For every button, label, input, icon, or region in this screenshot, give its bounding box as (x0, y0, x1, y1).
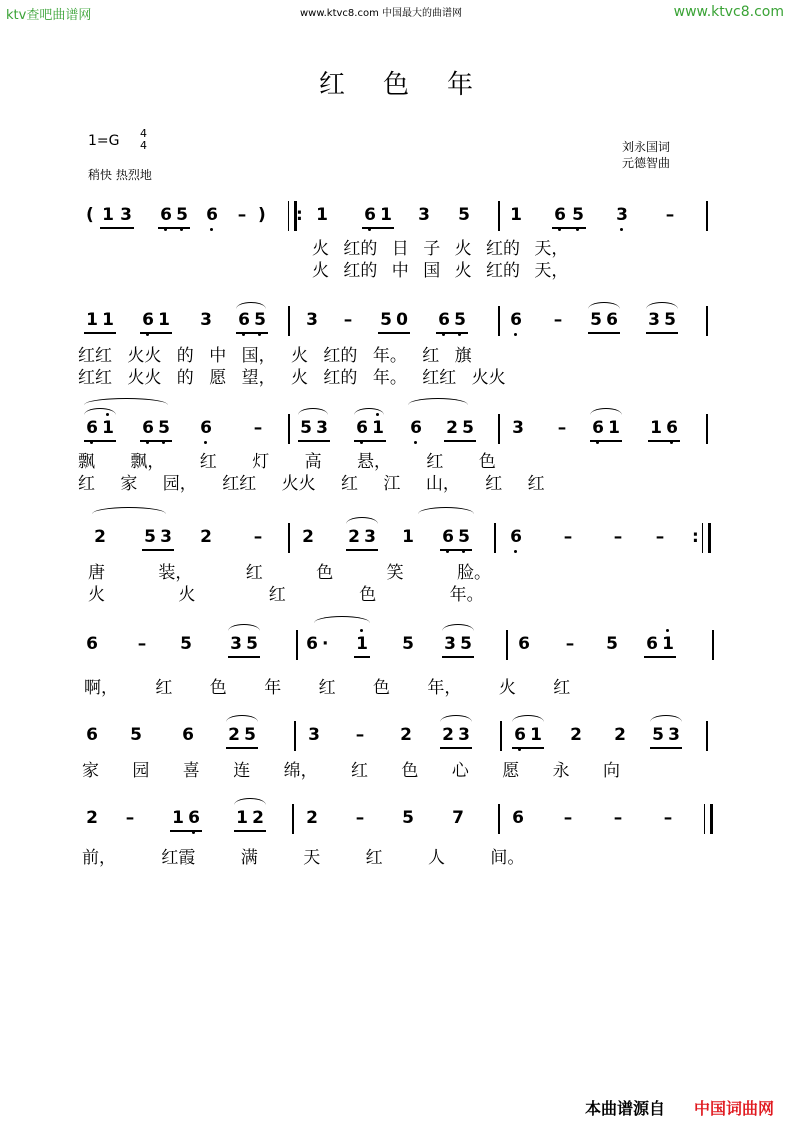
note: 3 (444, 634, 456, 654)
barline (498, 306, 500, 336)
slur (418, 507, 474, 514)
note: 3 (308, 725, 320, 745)
note: 5 (458, 205, 470, 225)
barline (706, 306, 708, 336)
note: 5 (144, 527, 156, 547)
dash: – (125, 808, 135, 828)
dash: – (343, 310, 353, 330)
note: 2 (442, 725, 454, 745)
dash: – (355, 808, 365, 828)
note: 3 (458, 725, 470, 745)
beam (590, 440, 622, 442)
note: 6 (606, 310, 618, 330)
note: 6 (664, 418, 680, 438)
note: 5 (590, 310, 602, 330)
repeat-sign: : (296, 205, 303, 225)
note: 6 (140, 310, 156, 330)
note: 6 (182, 725, 194, 745)
slur (226, 715, 258, 722)
slur (298, 408, 328, 415)
dash: – (563, 527, 573, 547)
note: 6 (440, 527, 456, 547)
note: 1 (236, 808, 248, 828)
slur (440, 715, 472, 722)
note: 7 (452, 808, 464, 828)
dash: – (613, 808, 623, 828)
slur (442, 624, 474, 631)
note: 6 (512, 808, 524, 828)
note: 3 (230, 634, 242, 654)
note: 1 (100, 418, 116, 438)
note: 5 (130, 725, 142, 745)
note: 6 (408, 418, 424, 438)
note: 6 (508, 310, 524, 330)
site-banner: www.ktvc8.com 中国最大的曲谱网 (300, 8, 463, 19)
note: 2 (614, 725, 626, 745)
barline (288, 523, 290, 553)
song-title: 红色年 (318, 70, 511, 100)
beam (440, 549, 472, 551)
note: 5 (252, 310, 268, 330)
lyric-line-1: 火 红的 日 子 火 红的 天， (312, 239, 569, 259)
beam (354, 656, 370, 658)
note: 6 (552, 205, 568, 225)
note: 3 (648, 310, 660, 330)
beam (650, 747, 682, 749)
beam (442, 656, 474, 658)
lyric-line-2: 红红 火火 的 愿 望， 火 红的 年。 红红 火火 (78, 368, 506, 388)
note: 0 (396, 310, 408, 330)
beam (226, 747, 258, 749)
site-logo-right[interactable]: www.ktvc8.com (673, 4, 784, 20)
footer-source-site[interactable]: 中国词曲网 (694, 1099, 775, 1118)
note: 1 (158, 310, 170, 330)
note: 3 (668, 725, 680, 745)
note: 2 (252, 808, 264, 828)
note: 1 (650, 418, 662, 438)
dash: – (563, 808, 573, 828)
barline (712, 630, 714, 660)
beam (84, 440, 116, 442)
barline (294, 721, 296, 751)
note: 5 (300, 418, 312, 438)
final-barline (704, 804, 713, 834)
note: 2 (86, 808, 98, 828)
note: 1 (86, 310, 98, 330)
note: 2 (446, 418, 458, 438)
note: 5 (180, 634, 192, 654)
note: 3 (512, 418, 524, 438)
dash: – (137, 634, 147, 654)
time-signature-top: 4 (140, 127, 147, 140)
lyric-line-1: 红红 火火 的 中 国， 火 红的 年。 红 旗 (78, 346, 472, 366)
note: 6 (198, 418, 214, 438)
note: 5 (452, 310, 468, 330)
barline (288, 414, 290, 444)
note: 5 (380, 310, 392, 330)
note: 5 (246, 634, 258, 654)
note: 6 (512, 725, 528, 745)
note: 2 (200, 527, 212, 547)
barline (498, 804, 500, 834)
barline (500, 721, 502, 751)
note: 1 (172, 808, 184, 828)
dash: – (663, 808, 673, 828)
beam (234, 830, 266, 832)
lyric-line-1: 飘 飘， 红 灯 高 悬， 红 色 (78, 452, 496, 472)
barline (296, 630, 298, 660)
note: 3 (120, 205, 132, 225)
lyric-line-2: 火 红的 中 国 火 红的 天， (312, 261, 569, 281)
slur (646, 302, 678, 309)
slur (354, 408, 384, 415)
slur (408, 398, 468, 405)
slur (590, 408, 622, 415)
beam (440, 747, 472, 749)
note: 5 (402, 634, 414, 654)
note: 5 (456, 527, 472, 547)
barline (498, 201, 500, 231)
note: 1 (608, 418, 620, 438)
beam (298, 440, 330, 442)
beam (512, 747, 544, 749)
note: 1 (530, 725, 542, 745)
note: 5 (156, 418, 172, 438)
note: 3 (200, 310, 212, 330)
barline (498, 414, 500, 444)
barline (706, 201, 708, 231)
barline (506, 630, 508, 660)
beam (362, 227, 394, 229)
note: 5 (606, 634, 618, 654)
beam (552, 227, 586, 229)
beam (84, 332, 116, 334)
dash: – (665, 205, 675, 225)
slur (236, 302, 266, 309)
note: 3 (364, 527, 376, 547)
barline (494, 523, 496, 553)
slur (588, 302, 620, 309)
note: 5 (664, 310, 676, 330)
note: 2 (302, 527, 314, 547)
beam (354, 440, 386, 442)
lyric-line-1: 家 园 喜 连 绵， 红 色 心 愿 永 向 (82, 761, 621, 781)
note: 1 (354, 634, 370, 654)
slur (650, 715, 682, 722)
note: 6 (186, 808, 202, 828)
note: 2 (570, 725, 582, 745)
dash: – (613, 527, 623, 547)
note: 3 (316, 418, 328, 438)
note: 2 (94, 527, 106, 547)
note: 6 (158, 205, 174, 225)
beam (140, 440, 172, 442)
key-signature: 1=G (88, 133, 120, 149)
note: 6 (590, 418, 606, 438)
lyric-line-1: 唐 装， 红 色 笑 脸。 (88, 563, 492, 583)
barline (706, 721, 708, 751)
note: 3 (160, 527, 172, 547)
lyric-line-1: 前， 红霞 满 天 红 人 间。 (82, 848, 525, 868)
dash: – (253, 418, 263, 438)
barline (292, 804, 294, 834)
note: 1 (102, 205, 114, 225)
slur (228, 624, 260, 631)
beam (228, 656, 260, 658)
beam (646, 332, 678, 334)
lyric-line-2: 红 家 园， 红红 火火 红 江 山， 红 红 (78, 474, 545, 494)
dash: – (355, 725, 365, 745)
barline (706, 414, 708, 444)
note: 6 (84, 418, 100, 438)
note: 1 (380, 205, 392, 225)
slur (314, 616, 370, 623)
note: 6 (204, 205, 220, 225)
dash: – (565, 634, 575, 654)
note: 5 (460, 634, 472, 654)
tempo-marking: 稍快 热烈地 (88, 168, 152, 182)
augmentation-dot: · (322, 634, 329, 654)
note: 6 (646, 634, 658, 654)
note: 2 (400, 725, 412, 745)
time-signature-bottom: 4 (140, 139, 147, 152)
beam (140, 332, 172, 334)
beam (236, 332, 268, 334)
note: 3 (614, 205, 630, 225)
note: 5 (244, 725, 256, 745)
beam (588, 332, 620, 334)
dash: – (655, 527, 665, 547)
note: 1 (510, 205, 522, 225)
dash: – (557, 418, 567, 438)
beam (142, 549, 174, 551)
note: 6 (86, 634, 98, 654)
barline (288, 306, 290, 336)
footer-source-label: 本曲谱源自 (585, 1099, 666, 1118)
beam (158, 227, 190, 229)
note: 1 (660, 634, 676, 654)
repeat-end-barline (702, 523, 711, 553)
lyric-line-2: 火 火 红 色 年。 (88, 585, 484, 605)
note: 6 (236, 310, 252, 330)
slur (346, 517, 378, 524)
slur (512, 715, 544, 722)
lyric-line-1: 啊， 红 色 年 红 色 年， 火 红 (84, 678, 571, 698)
slur (84, 408, 116, 415)
note: 1 (316, 205, 328, 225)
composer-credit: 元德智曲 (622, 156, 671, 170)
beam (346, 549, 378, 551)
dash: – (553, 310, 563, 330)
slur (84, 398, 168, 405)
note: 6 (362, 205, 378, 225)
note: 5 (462, 418, 474, 438)
note: 6 (518, 634, 530, 654)
note: 1 (402, 527, 414, 547)
note: 6 (140, 418, 156, 438)
note: 6 (354, 418, 370, 438)
dash: – (253, 527, 263, 547)
site-logo-left[interactable]: ktv查吧曲谱网 (6, 8, 92, 23)
beam (100, 227, 134, 229)
repeat-sign: : (692, 527, 699, 547)
note: 2 (306, 808, 318, 828)
note: 2 (228, 725, 240, 745)
note: 6 (306, 634, 318, 654)
intro-paren-open: ( (86, 205, 94, 225)
note: 6 (508, 527, 524, 547)
note: 1 (370, 418, 386, 438)
slur (234, 798, 266, 805)
time-signature (140, 128, 147, 152)
beam (170, 830, 202, 832)
beam (436, 332, 468, 334)
note: 6 (436, 310, 452, 330)
note: 6 (86, 725, 98, 745)
note: 5 (570, 205, 586, 225)
note: 3 (418, 205, 430, 225)
note: 3 (306, 310, 318, 330)
note: 5 (174, 205, 190, 225)
beam (644, 656, 676, 658)
note: 2 (348, 527, 360, 547)
intro-paren-close: ) (258, 205, 266, 225)
beam (378, 332, 410, 334)
lyricist-credit: 刘永国词 (622, 140, 671, 154)
note: 5 (402, 808, 414, 828)
note: 5 (652, 725, 664, 745)
note: 1 (102, 310, 114, 330)
dash: – (237, 205, 247, 225)
beam (444, 440, 476, 442)
beam (648, 440, 680, 442)
slur (92, 507, 166, 514)
